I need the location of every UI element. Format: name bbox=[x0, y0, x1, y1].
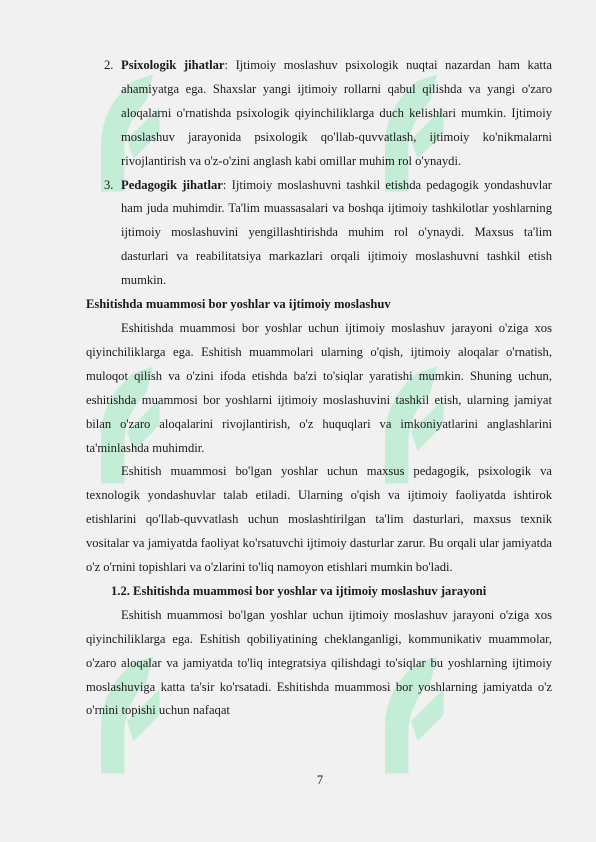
paragraph: Eshitish muammosi bo'lgan yoshlar uchun ijtimoiy moslashuv jarayoni o'ziga xos qiyinchiliklarga ega. Eshitish qobiliyatining cheklanganligi, kommunikativ muammolar, o'zaro aloqalar va jamiyatda to'liq integratsiya qilishdagi to'siqlar bu yoshlarning ijtimoiy moslashuviga katta ta'sir ko'rsatadi. Eshitishda muammosi bor yoshlarning jamiyatda o'z o'rnini topishi uchun nafaqat bbox=[86, 607, 552, 718]
paragraph: Eshitishda muammosi bor yoshlar uchun ijtimoiy moslashuv jarayoni o'ziga xos qiyinchiliklarga ega. Eshitish muammolari ularning o'qish, ijtimoiy aloqalar o'rnatish, muloqot qilish va o'zini ifoda etishda ba'zi to'siqlar yaratishi mumkin. Shuning uchun, eshitishda muammosi bor yoshlarni ijtimoiy moslashuvini tashkil etish, ularning jamiyat bilan o'zaro aloqalarini rivojlantirish, o'z huquqlari va imkoniyatlarini anglashlarini ta'minlashda muhimdir. bbox=[86, 320, 552, 455]
list-text: : Ijtimoiy moslashuv psixologik nuqtai nazardan ham katta ahamiyatga ega. Shaxslar yangi ijtimoiy rollarni qabul qilishda va yangi o'zaro aloqalarni o'rnatishda psixologik qiyinchiliklarga duch kelishlari mumkin. Ijtimoiy moslashuv jarayonida psixologik qo'llab-quvvatlash, ijtimoiy ko'nikmalarni rivojlantirish va o'z-o'zini anglash kabi omillar muhim rol o'ynaydi. bbox=[121, 58, 553, 168]
list-term: Pedagogik jihatlar bbox=[121, 177, 223, 192]
document-body bbox=[86, 54, 552, 723]
list-number: 3. bbox=[104, 177, 114, 192]
list-term: Psixologik jihatlar bbox=[121, 58, 225, 72]
list-text: : Ijtimoiy moslashuvni tashkil etishda pedagogik yondashuvlar ham juda muhimdir. Ta'lim muassasalari va boshqa ijtimoiy tashkilotlar yoshlarning ijtimoiy moslashuvini yengillashtirishda muhim rol o'ynaydi. Maxsus ta'lim dasturlari va reabilitatsiya markazlari orqali ijtimoiy moslashuvni tashkil etish mumkin. bbox=[121, 177, 552, 288]
list-number: 2. bbox=[104, 58, 114, 72]
list-item bbox=[86, 54, 552, 174]
subsection-heading: 1.2. Eshitishda muammosi bor yoshlar va ijtimoiy moslashuv jarayoni bbox=[111, 583, 487, 598]
page-number: 7 bbox=[316, 773, 324, 787]
paragraph: Eshitish muammosi bo'lgan yoshlar uchun maxsus pedagogik, psixologik va texnologik yondashuvlar talab etiladi. Ularning o'qish va ijtimoiy faoliyatda ishtirok etishlarini qo'llab-quvvatlash uchun moslashtirilgan ta'lim dasturlari, maxsus texnik vositalar va jamiyatda faoliyat ko'rsatuvchi ijtimoiy dasturlar zarur. Bu orqali ular jamiyatda o'z o'rnini topishlari va o'zlarini to'liq namoyon etishlari mumkin bo'ladi. bbox=[86, 464, 552, 575]
list-item bbox=[86, 174, 552, 294]
section-heading: Eshitishda muammosi bor yoshlar va ijtimoiy moslashuv bbox=[86, 297, 391, 312]
